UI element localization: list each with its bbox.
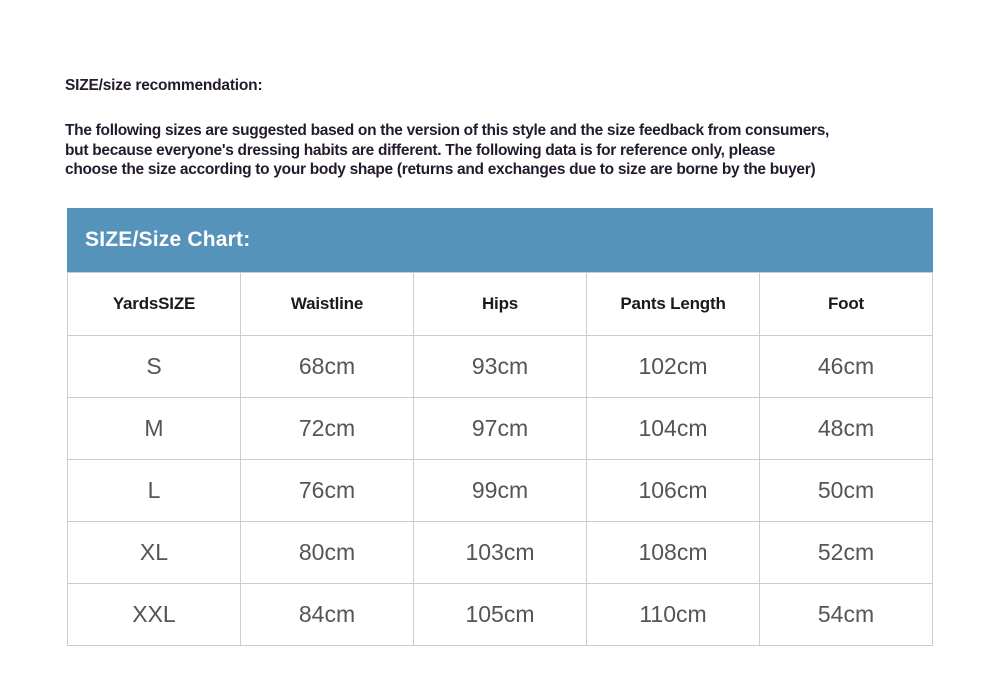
cell-foot: 54cm [760, 584, 933, 646]
column-header-pants-length: Pants Length [587, 273, 760, 336]
recommendation-paragraph [65, 121, 955, 180]
cell-pants-length: 102cm [587, 336, 760, 398]
cell-size: L [68, 460, 241, 522]
cell-hips: 103cm [414, 522, 587, 584]
recommendation-line: choose the size according to your body shape (returns and exchanges due to size are borne by the buyer) [65, 161, 816, 179]
cell-size: XXL [68, 584, 241, 646]
recommendation-line: but because everyone's dressing habits are different. The following data is for reference only, please [65, 141, 776, 159]
cell-pants-length: 108cm [587, 522, 760, 584]
cell-size: S [68, 336, 241, 398]
cell-foot: 52cm [760, 522, 933, 584]
recommendation-line: The following sizes are suggested based on the version of this style and the size feedback from consumers, [65, 122, 830, 139]
cell-waistline: 84cm [241, 584, 414, 646]
table-row [68, 398, 933, 460]
cell-pants-length: 106cm [587, 460, 760, 522]
size-chart-banner-title: SIZE/Size Chart: [85, 228, 251, 251]
cell-foot: 48cm [760, 398, 933, 460]
cell-hips: 99cm [414, 460, 587, 522]
cell-waistline: 72cm [241, 398, 414, 460]
cell-pants-length: 104cm [587, 398, 760, 460]
cell-waistline: 80cm [241, 522, 414, 584]
table-row [68, 336, 933, 398]
cell-hips: 93cm [414, 336, 587, 398]
recommendation-heading: SIZE/size recommendation: [65, 77, 263, 94]
table-row [68, 522, 933, 584]
cell-hips: 97cm [414, 398, 587, 460]
size-chart-table [67, 272, 933, 646]
cell-size: XL [68, 522, 241, 584]
table-row [68, 584, 933, 646]
column-header-size: YardsSIZE [68, 273, 241, 336]
column-header-waistline: Waistline [241, 273, 414, 336]
cell-foot: 46cm [760, 336, 933, 398]
column-header-hips: Hips [414, 273, 587, 336]
size-chart-banner [67, 208, 933, 272]
cell-hips: 105cm [414, 584, 587, 646]
cell-waistline: 68cm [241, 336, 414, 398]
column-header-foot: Foot [760, 273, 933, 336]
table-row [68, 460, 933, 522]
table-header-row [68, 273, 933, 336]
cell-size: M [68, 398, 241, 460]
cell-foot: 50cm [760, 460, 933, 522]
cell-waistline: 76cm [241, 460, 414, 522]
cell-pants-length: 110cm [587, 584, 760, 646]
